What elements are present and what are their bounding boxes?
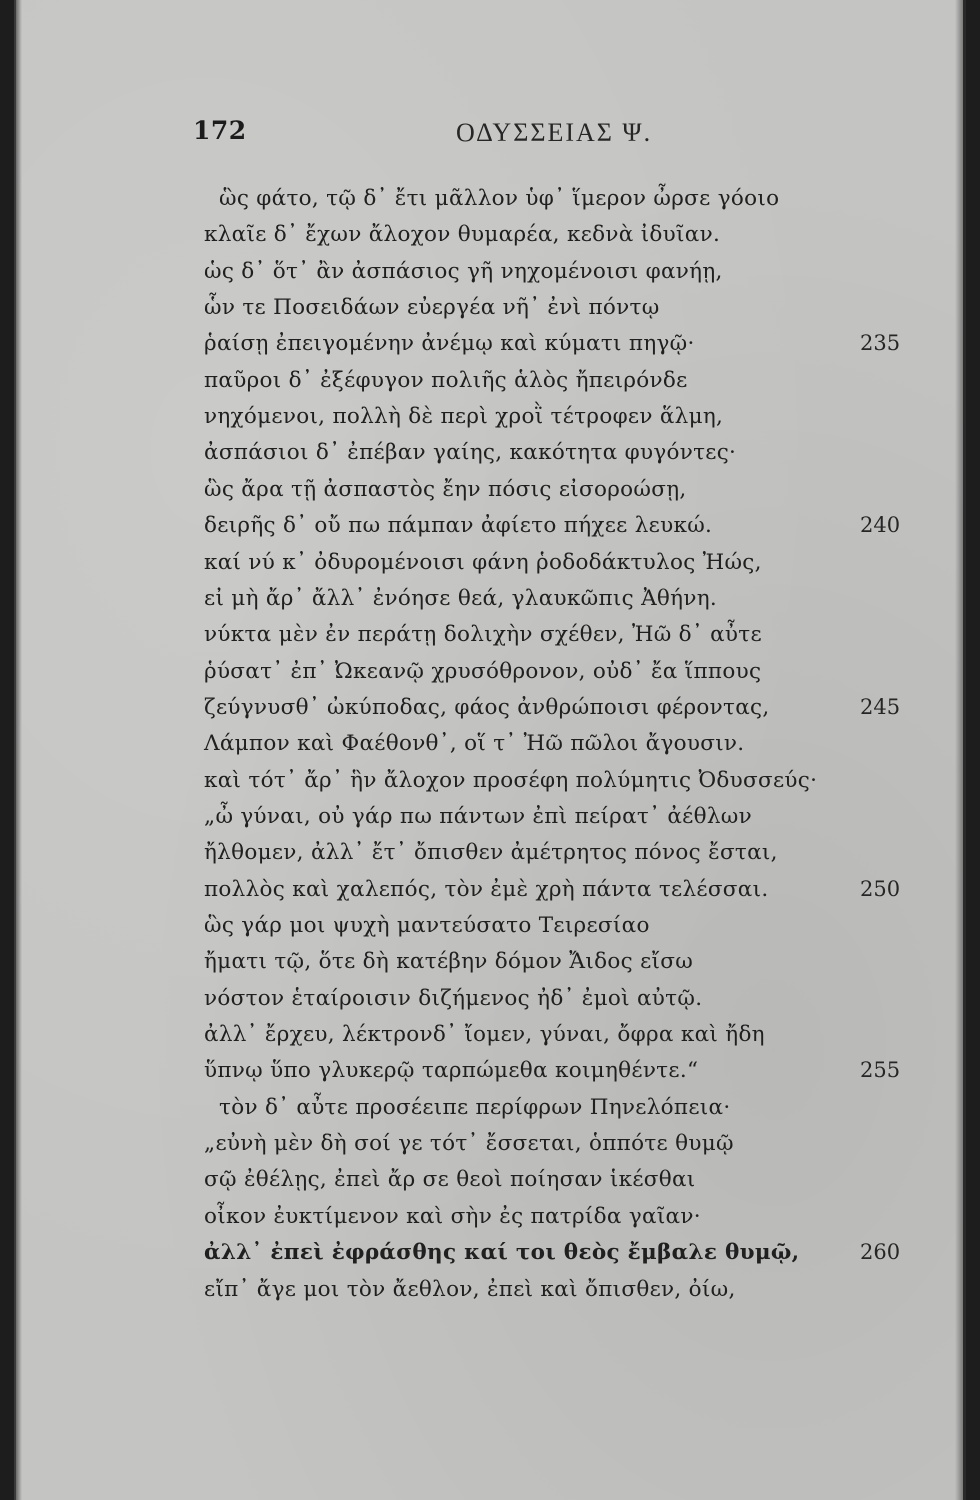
line-number: 255: [860, 1058, 901, 1082]
verse-line: [16, 513, 968, 549]
verse-line: [16, 622, 968, 658]
verse-line: [16, 1058, 968, 1094]
line-number: 245: [860, 695, 901, 719]
verse-text: ῥαίσῃ ἐπειγομένην ἀνέμῳ καὶ κύματι πηγῷ·: [204, 331, 695, 356]
verse-line: [16, 550, 968, 586]
line-number: 240: [860, 513, 901, 537]
verse-line: [16, 586, 968, 622]
verse-line: [16, 222, 968, 258]
verse-text: ὡς δ᾽ ὅτ᾽ ἂν ἀσπάσιος γῆ νηχομένοισι φανήῃ,: [204, 259, 723, 284]
verse-line: [16, 731, 968, 767]
verse-line: [16, 695, 968, 731]
verse-text: εἴπ᾽ ἄγε μοι τὸν ἄεθλον, ἐπεὶ καὶ ὄπισθεν, ὀίω,: [204, 1277, 736, 1302]
verse-line: [16, 404, 968, 440]
verse-line: [16, 186, 968, 222]
verse-text: νόστον ἑταίροισιν διζήμενος ἠδ᾽ ἐμοὶ αὐτῷ.: [204, 986, 703, 1011]
verse-line: [16, 804, 968, 840]
line-number: 235: [860, 331, 901, 355]
line-number: 250: [860, 877, 901, 901]
verse-text: ὣς ἄρα τῇ ἀσπαστὸς ἔην πόσις εἰσοροώσῃ,: [204, 477, 687, 502]
verse-line: [16, 1277, 968, 1313]
verse-text: ζεύγνυσθ᾽ ὠκύποδας, φάος ἀνθρώποισι φέροντας,: [204, 695, 770, 720]
running-header: [16, 116, 968, 156]
verse-line: [16, 1131, 968, 1167]
line-number: 260: [860, 1240, 901, 1264]
verse-line: [16, 331, 968, 367]
verse-text: ἀσπάσιοι δ᾽ ἐπέβαν γαίης, κακότητα φυγόντες·: [204, 440, 737, 465]
verse-line: [16, 259, 968, 295]
verse-line: [16, 949, 968, 985]
verse-text: ὣς γάρ μοι ψυχὴ μαντεύσατο Τειρεσίαο: [204, 913, 650, 938]
verse-text: ἀλλ᾽ ἔρχευ, λέκτρονδ᾽ ἴομεν, γύναι, ὄφρα καὶ ἤδη: [204, 1022, 765, 1047]
verse-text: ἤλθομεν, ἀλλ᾽ ἔτ᾽ ὄπισθεν ἀμέτρητος πόνος ἔσται,: [204, 840, 778, 865]
verse-line: [16, 768, 968, 804]
verse-text: καί νύ κ᾽ ὀδυρομένοισι φάνη ῥοδοδάκτυλος Ἠώς,: [204, 550, 762, 575]
verse-text: νύκτα μὲν ἐν περάτῃ δολιχὴν σχέθεν, Ἠῶ δ᾽ αὖτε: [204, 622, 762, 647]
verse-text: πολλὸς καὶ χαλεπός, τὸν ἐμὲ χρὴ πάντα τελέσσαι.: [204, 877, 769, 902]
verse-line: [16, 295, 968, 331]
verse-line: [16, 840, 968, 876]
verse-text: ἀλλ᾽ ἐπεὶ ἐφράσθης καί τοι θεὸς ἔμβαλε θυμῷ,: [204, 1240, 800, 1265]
verse-text: „ὦ γύναι, οὐ γάρ πω πάντων ἐπὶ πείρατ᾽ ἀέθλων: [204, 804, 752, 829]
verse-text: οἶκον ἐυκτίμενον καὶ σὴν ἐς πατρίδα γαῖαν·: [204, 1204, 701, 1229]
verse-text: ὧν τε Ποσειδάων εὐεργέα νῆ᾽ ἐνὶ πόντῳ: [204, 295, 660, 320]
verse-line: [16, 913, 968, 949]
verse-line: [16, 986, 968, 1022]
verse-text: τὸν δ᾽ αὖτε προσέειπε περίφρων Πηνελόπεια·: [219, 1095, 731, 1120]
verse-line: [16, 1204, 968, 1240]
verse-text: ἤματι τῷ, ὅτε δὴ κατέβην δόμον Ἄιδος εἴσω: [204, 949, 694, 974]
verse-text: εἰ μὴ ἄρ᾽ ἄλλ᾽ ἐνόησε θεά, γλαυκῶπις Ἀθήνη.: [204, 586, 718, 611]
verse-line: [16, 368, 968, 404]
verse-line: [16, 659, 968, 695]
verse-text: παῦροι δ᾽ ἐξέφυγον πολιῆς ἁλὸς ἤπειρόνδε: [204, 368, 688, 393]
verse-text: νηχόμενοι, πολλὴ δὲ περὶ χροῒ τέτροφεν ἅλμη,: [204, 404, 724, 429]
verse-line: [16, 877, 968, 913]
verse-text: κλαῖε δ᾽ ἔχων ἄλοχον θυμαρέα, κεδνὰ ἰδυῖαν.: [204, 222, 721, 247]
verse-line: [16, 477, 968, 513]
verse-text: Λάμπον καὶ Φαέθονθ᾽, οἵ τ᾽ Ἠῶ πῶλοι ἄγουσιν.: [204, 731, 745, 756]
verse-text: δειρῆς δ᾽ οὔ πω πάμπαν ἀφίετο πήχεε λευκώ.: [204, 513, 713, 538]
verse-line: [16, 1022, 968, 1058]
running-title: ΟΔΥΣΣΕΙΑΣ Ψ.: [456, 118, 653, 147]
page-number: 172: [193, 116, 247, 145]
verse-line: [16, 1167, 968, 1203]
verse-line: [16, 440, 968, 476]
verse-text: „εὐνὴ μὲν δὴ σοί γε τότ᾽ ἔσσεται, ὁππότε θυμῷ: [204, 1131, 734, 1156]
verse-text: ὕπνῳ ὕπο γλυκερῷ ταρπώμεθα κοιμηθέντε.“: [204, 1058, 699, 1083]
book-page: [14, 0, 966, 1500]
verse-text: καὶ τότ᾽ ἄρ᾽ ἣν ἄλοχον προσέφη πολύμητις Ὀδυσσεύς·: [204, 768, 818, 793]
verse-text: σῷ ἐθέλῃς, ἐπεὶ ἄρ σε θεοὶ ποίησαν ἱκέσθαι: [204, 1167, 696, 1192]
verse-text: ῥύσατ᾽ ἐπ᾽ Ὠκεανῷ χρυσόθρονον, οὐδ᾽ ἔα ἵππους: [204, 659, 762, 684]
verse-line: [16, 1095, 968, 1131]
verse-text: ὣς φάτο, τῷ δ᾽ ἔτι μᾶλλον ὑφ᾽ ἵμερον ὦρσε γόοιο: [219, 186, 780, 211]
verse-line: [16, 1240, 968, 1276]
